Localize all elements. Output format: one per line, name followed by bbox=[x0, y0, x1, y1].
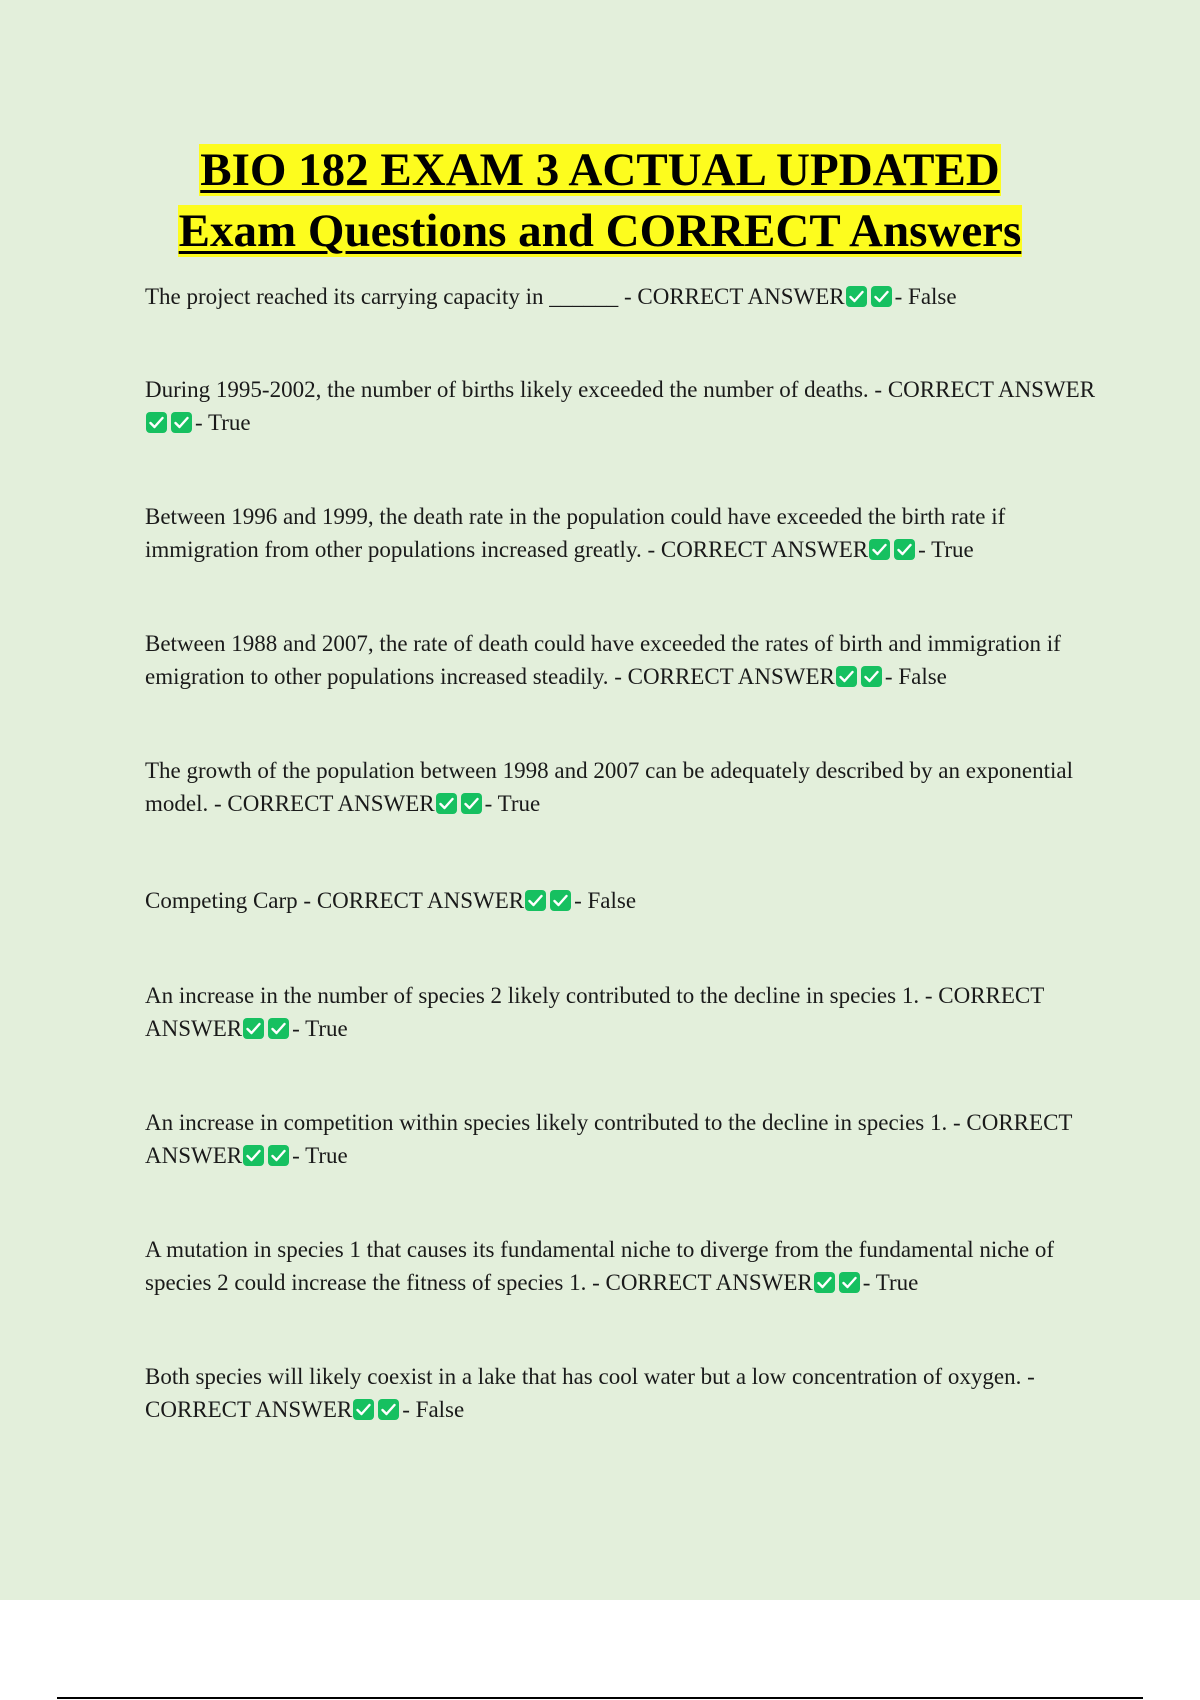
check-icon bbox=[814, 1272, 835, 1293]
answer-text: - True bbox=[292, 1143, 348, 1168]
question-text: Competing Carp - CORRECT ANSWER bbox=[145, 888, 525, 913]
qa-item bbox=[145, 280, 1100, 313]
qa-item bbox=[145, 1233, 1100, 1299]
check-icon bbox=[861, 666, 882, 687]
answer-text: - False bbox=[884, 664, 947, 689]
check-icon bbox=[436, 793, 457, 814]
check-icon bbox=[869, 539, 890, 560]
question-text: An increase in competition within species likely contributed to the decline in species 1. - CORRECT ANSWER bbox=[145, 1110, 1073, 1168]
question-text: Between 1988 and 2007, the rate of death could have exceeded the rates of birth and immigration if emigration to other populations increased steadily. - CORRECT ANSWER bbox=[145, 631, 1061, 689]
check-icon bbox=[894, 539, 915, 560]
check-icon bbox=[550, 890, 571, 911]
answer-text: - True bbox=[292, 1016, 348, 1041]
check-icon bbox=[268, 1018, 289, 1039]
check-icon bbox=[836, 666, 857, 687]
answer-text: - False bbox=[402, 1397, 465, 1422]
answer-text: - True bbox=[484, 791, 541, 816]
title-line-1: BIO 182 EXAM 3 ACTUAL UPDATED bbox=[200, 144, 1000, 196]
check-icon bbox=[839, 1272, 860, 1293]
question-text: During 1995-2002, the number of births likely exceeded the number of deaths. - CORRECT ANSWER bbox=[145, 377, 1096, 402]
qa-item bbox=[145, 1106, 1100, 1172]
qa-item bbox=[145, 627, 1100, 693]
check-icon bbox=[243, 1145, 264, 1166]
check-icon bbox=[146, 412, 167, 433]
check-icon bbox=[353, 1399, 374, 1420]
document-title bbox=[0, 140, 1200, 262]
answer-text: - False bbox=[574, 888, 637, 913]
question-text: The growth of the population between 1998 and 2007 can be adequately described by an exponential model. - CORRECT ANSWER bbox=[145, 758, 1074, 816]
qa-item bbox=[145, 979, 1100, 1045]
answer-text: - True bbox=[862, 1270, 919, 1295]
qa-item bbox=[145, 500, 1100, 566]
answer-text: - False bbox=[894, 284, 957, 309]
question-text: Both species will likely coexist in a lake that has cool water but a low concentration of oxygen. - CORRECT ANSWER bbox=[145, 1364, 1035, 1422]
check-icon bbox=[268, 1145, 289, 1166]
check-icon bbox=[171, 412, 192, 433]
qa-item bbox=[145, 373, 1100, 439]
check-icon bbox=[461, 793, 482, 814]
check-icon bbox=[525, 890, 546, 911]
footer-rule bbox=[57, 1697, 1143, 1699]
question-text: Between 1996 and 1999, the death rate in the population could have exceeded the birth rate if immigration from other populations increased greatly. - CORRECT ANSWER bbox=[145, 504, 1006, 562]
question-text: A mutation in species 1 that causes its fundamental niche to diverge from the fundamental niche of species 2 could increase the fitness of species 1. - CORRECT ANSWER bbox=[145, 1237, 1055, 1295]
question-text: An increase in the number of species 2 likely contributed to the decline in species 1. - CORRECT ANSWER bbox=[145, 983, 1044, 1041]
title-line-2: Exam Questions and CORRECT Answers bbox=[178, 205, 1022, 257]
answer-text: - True bbox=[918, 537, 974, 562]
qa-item bbox=[145, 884, 1100, 917]
check-icon bbox=[846, 286, 867, 307]
qa-item bbox=[145, 1360, 1100, 1426]
question-text: The project reached its carrying capacity in ______ - CORRECT ANSWER bbox=[145, 284, 845, 309]
check-icon bbox=[871, 286, 892, 307]
answer-text: - True bbox=[195, 410, 251, 435]
check-icon bbox=[378, 1399, 399, 1420]
check-icon bbox=[243, 1018, 264, 1039]
qa-item bbox=[145, 754, 1100, 820]
